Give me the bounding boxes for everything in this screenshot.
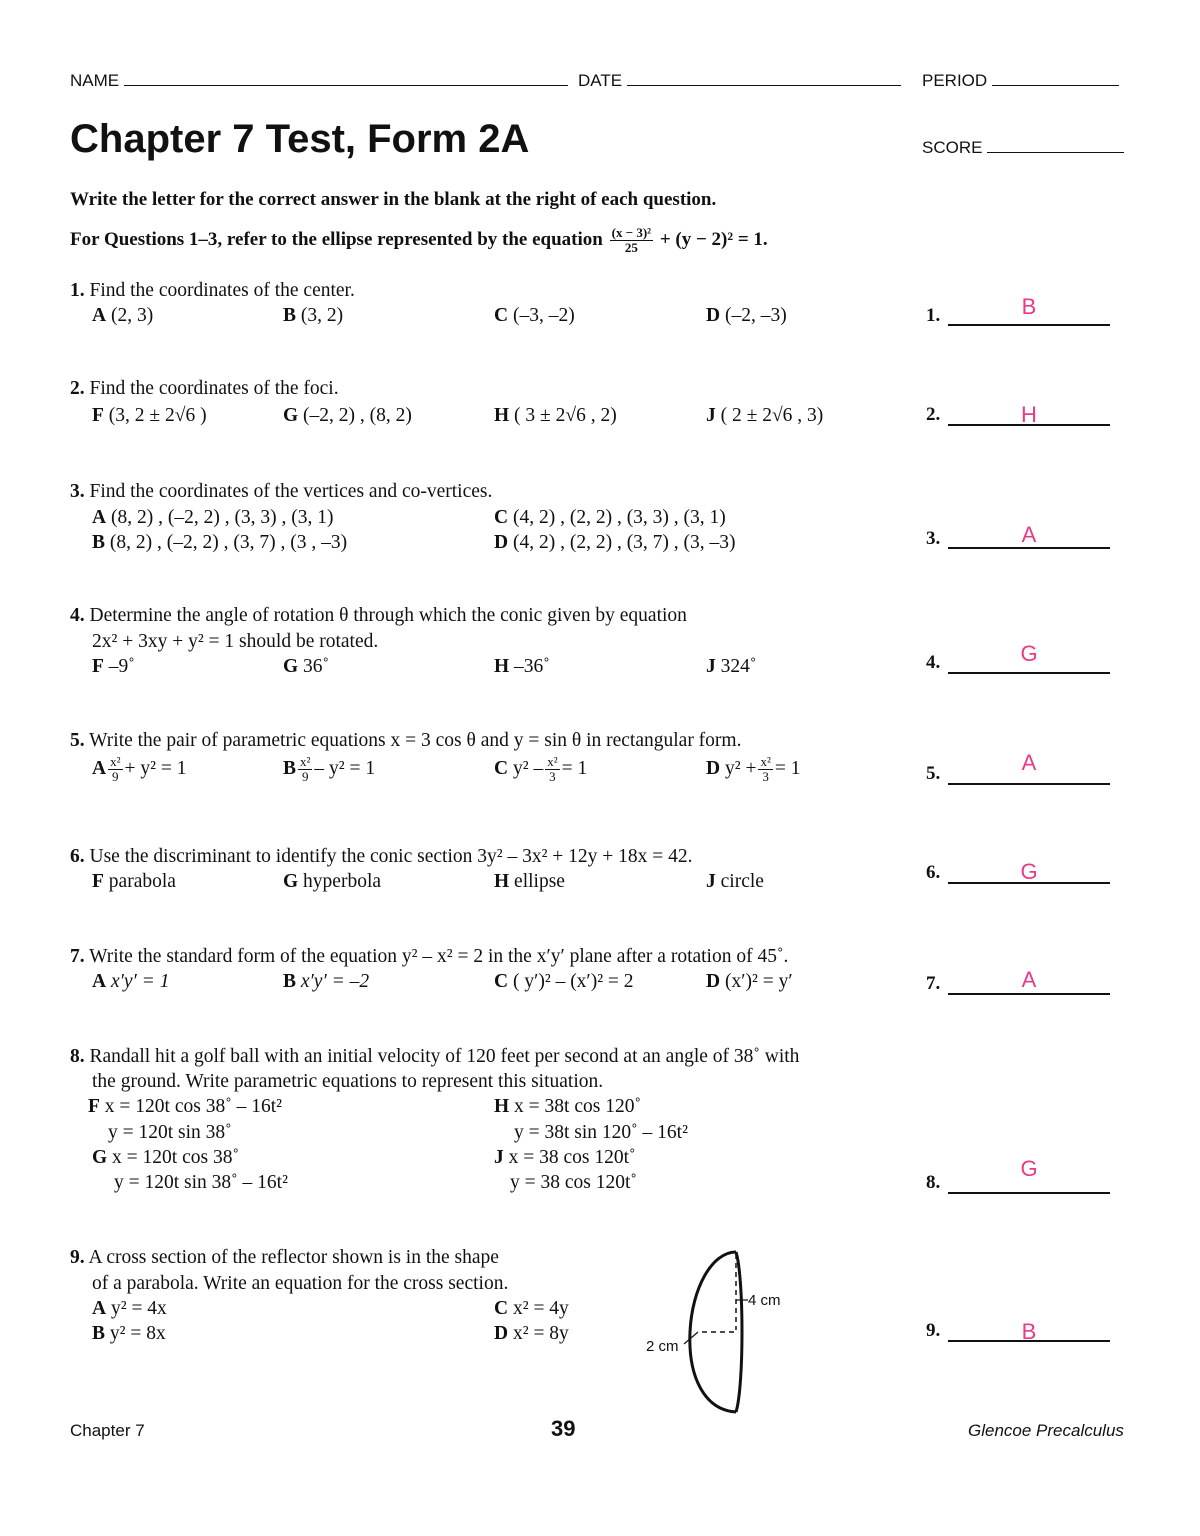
q4-blank-number: 4. [926, 652, 941, 673]
name-line[interactable] [124, 71, 568, 86]
q8-option-j[interactable]: J x = 38 cos 120t˚ [494, 1147, 636, 1168]
q5-option-b[interactable]: B $\frac{\text{x²}}{9}$ – y² = 1 [283, 754, 376, 784]
q6-option-f[interactable]: F parabola [92, 871, 176, 892]
q5-blank-number: 5. [926, 763, 941, 784]
q9-option-d[interactable]: D x² = 8y [494, 1323, 569, 1344]
date-line[interactable] [627, 71, 901, 86]
q2-option-j[interactable]: J ( 2 ± 2√6 , 3) [706, 405, 824, 426]
q1-option-a[interactable]: A (2, 3) [92, 305, 154, 326]
label-2cm: 2 cm [646, 1338, 679, 1355]
q8-text-line2: the ground. Write parametric equations to represent this situation. [92, 1071, 604, 1092]
q7-option-b[interactable]: B x′y′ = –2 [283, 971, 370, 992]
refer-prefix: For Questions 1–3, refer to the ellipse represented by the equation [70, 228, 603, 250]
q8-option-j-line2: y = 38 cos 120t˚ [510, 1172, 637, 1193]
reflector-figure [640, 1248, 790, 1418]
period-line[interactable] [992, 71, 1119, 86]
q4-option-g[interactable]: G 36˚ [283, 656, 330, 677]
q8-number: 8. [70, 1046, 85, 1067]
q9-text-line2: of a parabola. Write an equation for the cross section. [92, 1273, 509, 1294]
q7-option-c[interactable]: C ( y′)² – (x′)² = 2 [494, 971, 634, 992]
score-line[interactable] [987, 138, 1124, 153]
q6-option-g[interactable]: G hyperbola [283, 871, 382, 892]
q1-number: 1. [70, 280, 85, 301]
name-field [70, 71, 568, 91]
q2-option-g[interactable]: G (–2, 2) , (8, 2) [283, 405, 412, 426]
q8-answer: G [1020, 1156, 1038, 1181]
q6-text: Use the discriminant to identify the conic section 3y² – 3x² + 12y + 18x = 42. [89, 846, 693, 867]
q3-answer: A [1021, 522, 1037, 547]
q8-option-h-line2: y = 38t sin 120˚ – 16t² [514, 1122, 688, 1143]
q1-text: Find the coordinates of the center. [89, 280, 355, 301]
score-field [922, 138, 1124, 158]
q5-text: Write the pair of parametric equations x = 3 cos θ and y = sin θ in rectangular form. [89, 730, 742, 751]
refer-fraction [610, 226, 653, 255]
date-label: DATE [578, 71, 623, 90]
date-field [578, 71, 901, 91]
q9-text: A cross section of the reflector shown is in the shape [88, 1247, 499, 1268]
q9-answer: B [1021, 1319, 1037, 1344]
q2-number: 2. [70, 378, 85, 399]
q7-option-a[interactable]: A x′y′ = 1 [92, 971, 170, 992]
q5-option-a[interactable]: A $\frac{\text{x²}}{9}$ + y² = 1 [92, 754, 187, 784]
page-number: 39 [551, 1416, 576, 1441]
q9-option-a[interactable]: A y² = 4x [92, 1298, 167, 1319]
q2-text: Find the coordinates of the foci. [89, 378, 339, 399]
q3-option-b[interactable]: B (8, 2) , (–2, 2) , (3, 7) , (3 , –3) [92, 532, 348, 553]
period-field [922, 71, 1119, 91]
q5-answer-blank[interactable] [948, 783, 1110, 785]
q7-blank-number: 7. [926, 973, 941, 994]
q1-blank-number: 1. [926, 305, 941, 326]
q6-blank-number: 6. [926, 862, 941, 883]
instructions: Write the letter for the correct answer in the blank at the right of each question. [70, 189, 717, 210]
q6-option-h[interactable]: H ellipse [494, 871, 565, 892]
q4-answer: G [1020, 641, 1038, 666]
q2-blank-number: 2. [926, 404, 941, 425]
q1-option-d[interactable]: D (–2, –3) [706, 305, 787, 326]
q4-number: 4. [70, 605, 85, 626]
name-label: NAME [70, 71, 120, 90]
q4-option-h[interactable]: H –36˚ [494, 656, 550, 677]
q4-text-line2: 2x² + 3xy + y² = 1 should be rotated. [92, 631, 379, 652]
reflector-diagram [640, 1248, 790, 1418]
refer-equation [70, 226, 768, 255]
q9-number: 9. [70, 1247, 85, 1268]
q8-answer-blank[interactable] [948, 1192, 1110, 1194]
q7-answer-blank[interactable] [948, 993, 1110, 995]
q9-blank-number: 9. [926, 1320, 941, 1341]
q5-number: 5. [70, 730, 85, 751]
page-title: Chapter 7 Test, Form 2A [70, 117, 530, 161]
q6-answer: G [1020, 859, 1038, 884]
refer-frac-den: 25 [624, 240, 638, 255]
q7-answer: A [1021, 967, 1037, 992]
period-label: PERIOD [922, 71, 988, 90]
q3-text: Find the coordinates of the vertices and co-vertices. [89, 481, 493, 502]
q7-text: Write the standard form of the equation y² – x² = 2 in the x′y′ plane after a rotation of 45˚. [89, 946, 789, 967]
q2-answer: H [1021, 402, 1037, 427]
q4-option-j[interactable]: J 324˚ [706, 656, 757, 677]
q3-number: 3. [70, 481, 85, 502]
q5-option-c[interactable]: C y² – $\frac{\text{x²}}{3}$ = 1 [494, 754, 588, 784]
q3-option-d[interactable]: D (4, 2) , (2, 2) , (3, 7) , (3, –3) [494, 532, 736, 553]
q7-option-d[interactable]: D (x′)² = y′ [706, 971, 793, 992]
footer-chapter: Chapter 7 [70, 1421, 145, 1440]
q7-number: 7. [70, 946, 85, 967]
q3-blank-number: 3. [926, 528, 941, 549]
q8-option-g-line2: y = 120t sin 38˚ – 16t² [114, 1172, 288, 1193]
q1-option-b[interactable]: B (3, 2) [283, 305, 344, 326]
score-label: SCORE [922, 138, 983, 157]
q1-answer: B [1021, 294, 1037, 319]
q1-option-c[interactable]: C (–3, –2) [494, 305, 575, 326]
q6-option-j[interactable]: J circle [706, 871, 764, 892]
label-4cm: 4 cm [748, 1292, 781, 1309]
refer-suffix: + (y − 2)² = 1. [659, 228, 768, 250]
q1-answer-blank[interactable] [948, 324, 1110, 326]
footer-book: Glencoe Precalculus [968, 1421, 1124, 1440]
q4-text: Determine the angle of rotation θ through which the conic given by equation [89, 605, 687, 626]
q9-option-b[interactable]: B y² = 8x [92, 1323, 166, 1344]
q4-option-f[interactable]: F –9˚ [92, 656, 135, 677]
q2-option-f[interactable]: F (3, 2 ± 2√6 ) [92, 405, 207, 426]
q4-answer-blank[interactable] [948, 672, 1110, 674]
q3-option-c[interactable]: C (4, 2) , (2, 2) , (3, 3) , (3, 1) [494, 507, 726, 528]
q9-option-c[interactable]: C x² = 4y [494, 1298, 569, 1319]
q6-number: 6. [70, 846, 85, 867]
q8-option-f-line2: y = 120t sin 38˚ [108, 1122, 232, 1143]
q8-option-g[interactable]: G x = 120t cos 38˚ [92, 1147, 239, 1168]
q5-option-d[interactable]: D y² + $\frac{\text{x²}}{3}$ = 1 [706, 754, 801, 784]
refer-frac-num: (x − 3)² [611, 225, 652, 240]
q8-text: Randall hit a golf ball with an initial velocity of 120 feet per second at an angle of 38˚ with [89, 1046, 800, 1067]
q5-answer: A [1021, 750, 1037, 775]
q8-blank-number: 8. [926, 1172, 941, 1193]
q2-option-h[interactable]: H ( 3 ± 2√6 , 2) [494, 405, 617, 426]
q8-option-h[interactable]: H x = 38t cos 120˚ [494, 1096, 641, 1117]
q3-option-a[interactable]: A (8, 2) , (–2, 2) , (3, 3) , (3, 1) [92, 507, 334, 528]
q8-option-f[interactable]: F x = 120t cos 38˚ – 16t² [88, 1096, 282, 1117]
